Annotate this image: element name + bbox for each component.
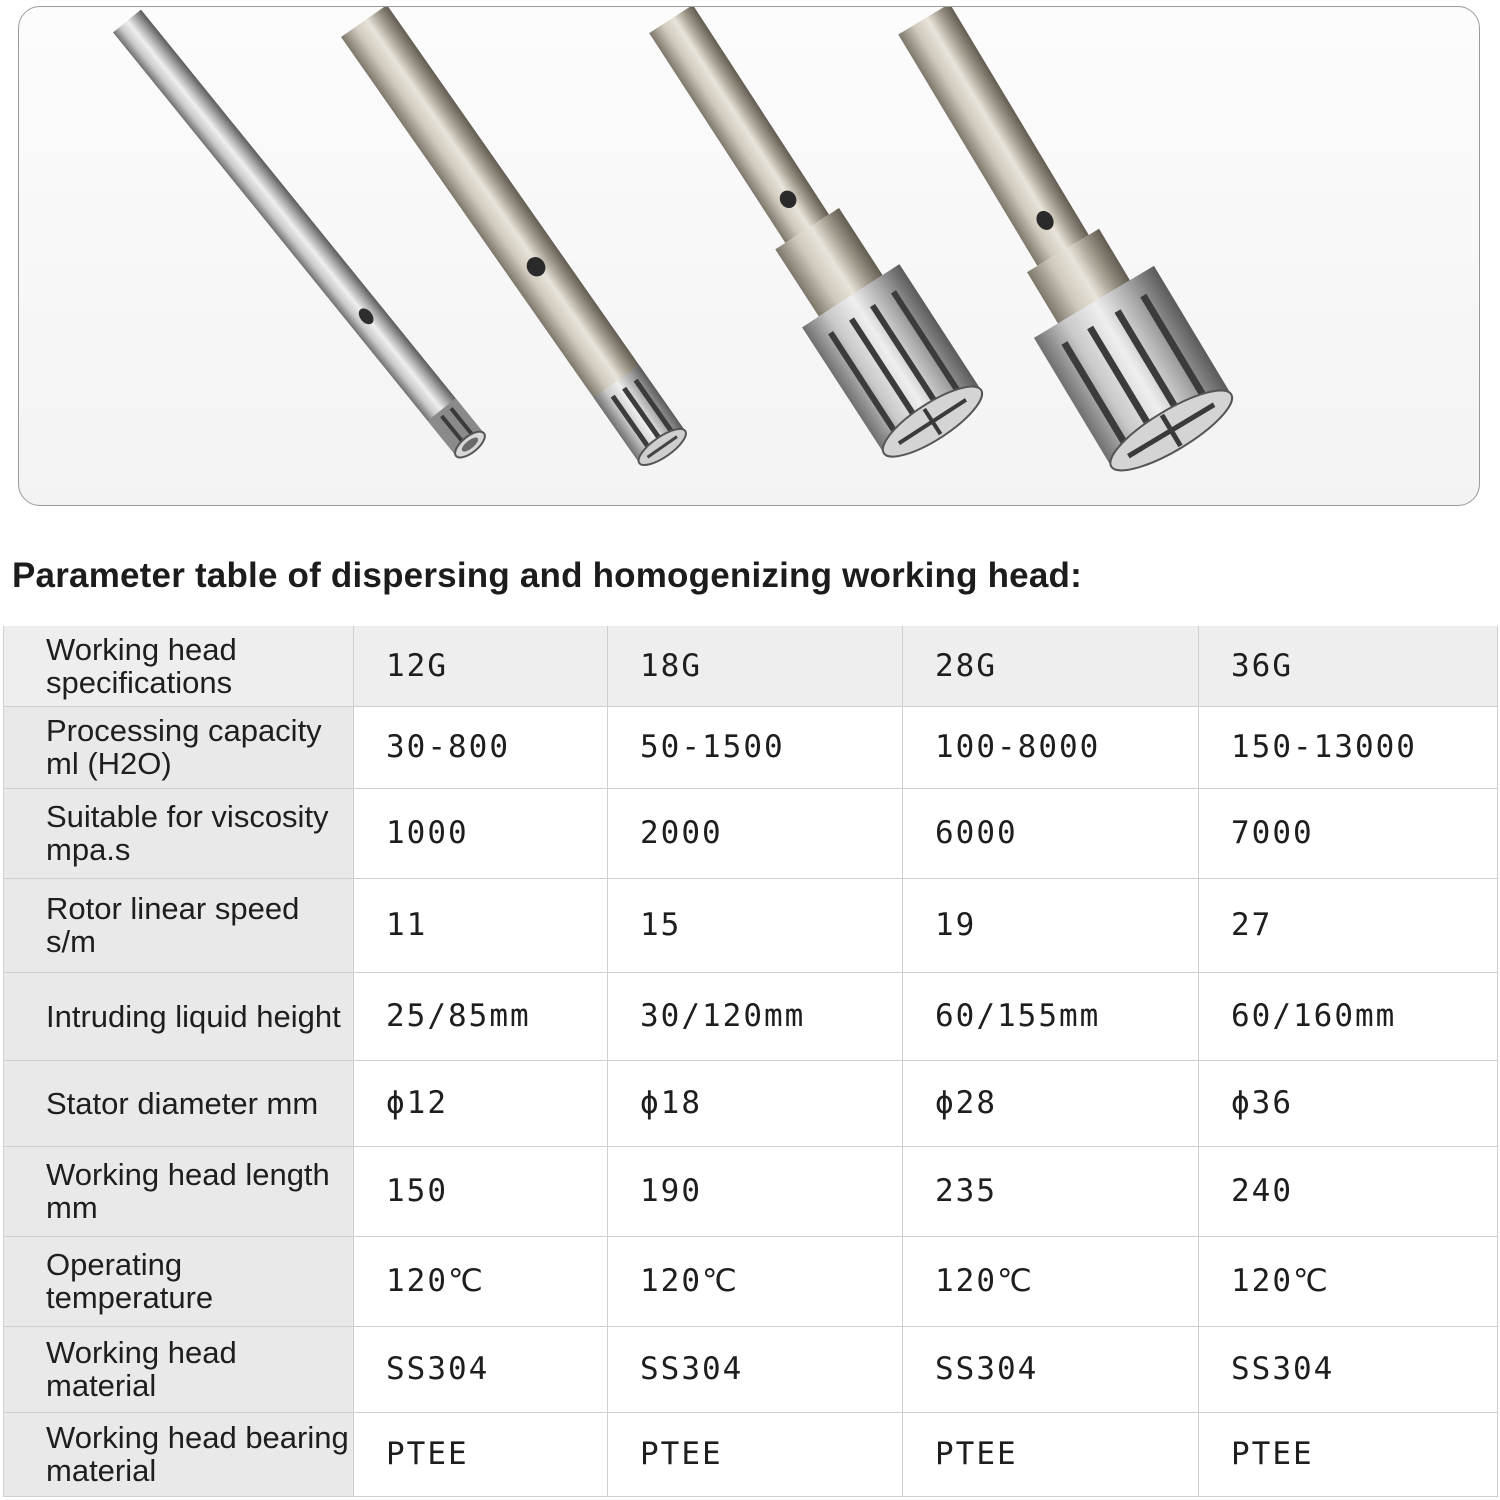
row-label: Processing capacity ml (H2O)	[4, 706, 354, 788]
row-label: Stator diameter mm	[4, 1060, 354, 1146]
table-title: Parameter table of dispersing and homogenizing working head:	[12, 556, 1082, 595]
row-label: Working head bearing material	[4, 1412, 354, 1496]
column-header: 28G	[903, 626, 1199, 706]
table-cell: 120℃	[354, 1236, 608, 1326]
table-cell: ϕ36	[1199, 1060, 1498, 1146]
column-header: 36G	[1199, 626, 1498, 706]
table-cell: 27	[1199, 878, 1498, 972]
table-cell: 15	[608, 878, 903, 972]
table-row	[4, 706, 1498, 788]
column-header: 12G	[354, 626, 608, 706]
row-label: Operating temperature	[4, 1236, 354, 1326]
table-cell: ϕ28	[903, 1060, 1199, 1146]
parameter-table	[3, 626, 1498, 1497]
table-cell: 2000	[608, 788, 903, 878]
table-cell: 19	[903, 878, 1199, 972]
row-label: Working head length mm	[4, 1146, 354, 1236]
table-cell: PTEE	[1199, 1412, 1498, 1496]
table-cell: SS304	[903, 1326, 1199, 1412]
table-cell: 25/85mm	[354, 972, 608, 1060]
table-cell: 50-1500	[608, 706, 903, 788]
table-row	[4, 1412, 1498, 1496]
table-cell: 11	[354, 878, 608, 972]
table-cell: ϕ18	[608, 1060, 903, 1146]
table-cell: SS304	[354, 1326, 608, 1412]
table-cell: 1000	[354, 788, 608, 878]
table-row	[4, 878, 1498, 972]
table-cell: 60/155mm	[903, 972, 1199, 1060]
table-header-row	[4, 626, 1498, 706]
table-cell: SS304	[1199, 1326, 1498, 1412]
table-row	[4, 788, 1498, 878]
table-cell: 190	[608, 1146, 903, 1236]
table-cell: 120℃	[608, 1236, 903, 1326]
table-cell: PTEE	[903, 1412, 1199, 1496]
table-cell: 150	[354, 1146, 608, 1236]
product-photo-panel	[18, 6, 1480, 506]
table-cell: ϕ12	[354, 1060, 608, 1146]
column-header: 18G	[608, 626, 903, 706]
table-row	[4, 1326, 1498, 1412]
table-row	[4, 972, 1498, 1060]
table-cell: 150-13000	[1199, 706, 1498, 788]
table-row	[4, 1060, 1498, 1146]
working-heads-illustration	[19, 7, 1480, 506]
table-cell: SS304	[608, 1326, 903, 1412]
row-label: Working head material	[4, 1326, 354, 1412]
table-row	[4, 1236, 1498, 1326]
table-cell: 235	[903, 1146, 1199, 1236]
table-cell: 30-800	[354, 706, 608, 788]
row-label: Rotor linear speed s/m	[4, 878, 354, 972]
table-cell: 60/160mm	[1199, 972, 1498, 1060]
row-label: Intruding liquid height	[4, 972, 354, 1060]
table-cell: 240	[1199, 1146, 1498, 1236]
table-cell: 100-8000	[903, 706, 1199, 788]
table-cell: 7000	[1199, 788, 1498, 878]
table-cell: 30/120mm	[608, 972, 903, 1060]
table-row	[4, 1146, 1498, 1236]
table-cell: PTEE	[354, 1412, 608, 1496]
row-label: Suitable for viscosity mpa.s	[4, 788, 354, 878]
row-label: Working head specifications	[4, 626, 354, 706]
table-cell: 120℃	[903, 1236, 1199, 1326]
table-cell: 120℃	[1199, 1236, 1498, 1326]
table-cell: PTEE	[608, 1412, 903, 1496]
working-head-18g-image	[341, 7, 691, 471]
table-cell: 6000	[903, 788, 1199, 878]
